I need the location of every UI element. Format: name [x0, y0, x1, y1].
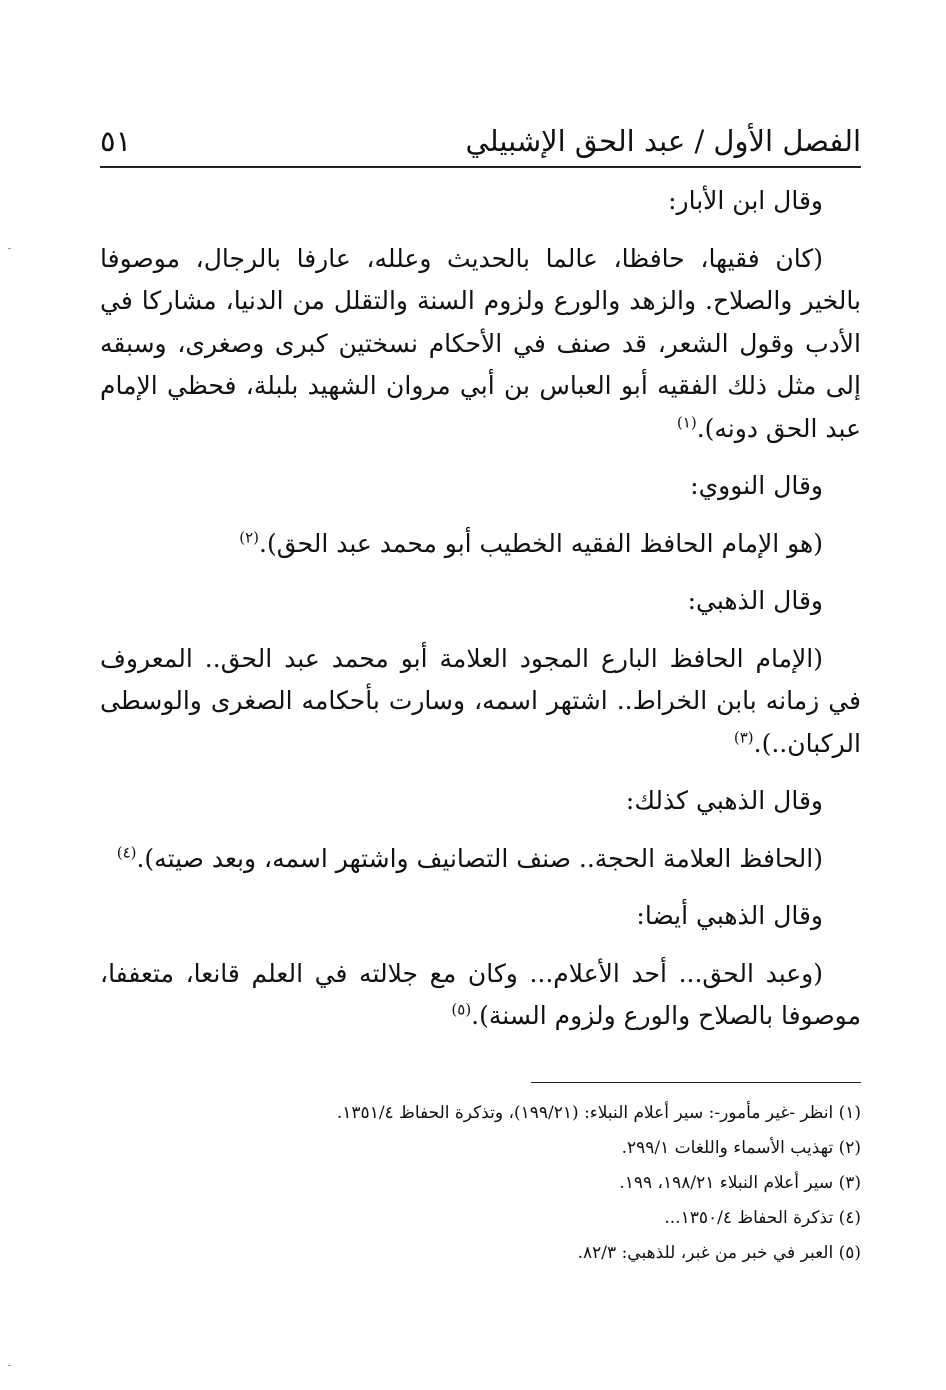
footnote-ref: (٤) — [116, 843, 137, 862]
footnote: (٢) تهذيب الأسماء واللغات ٢٩٩/١. — [621, 1138, 861, 1158]
footnote: (١) انظر -غير مأمور-: سير أعلام النبلاء: (١٩٩/٢١)، وتذكرة الحفاظ ١٣٥١/٤. — [336, 1103, 861, 1123]
footnote-ref: (٢) — [239, 528, 260, 547]
footnote-ref: (٥) — [451, 1000, 472, 1019]
footnotes — [100, 1096, 861, 1271]
page-header — [100, 108, 861, 168]
main-text — [100, 180, 861, 1053]
quotation: (وعبد الحق... أحد الأعلام... وكان مع جلالته في العلم قانعا، متعففا، موصوفا بالصلاح والورع ولزوم السنة).$^{(٥)}$ — [100, 958, 861, 1030]
quotation: (الإمام الحافظ البارع المجود العلامة أبو محمد عبد الحق.. المعروف في زمانه بابن الخراط.. اشتهر اسمه، وسارت بأحكامه الصغرى والوسطى الركبان..).$^{(٣)}$ — [100, 643, 861, 758]
footnote-ref: (٣) — [733, 728, 754, 747]
running-title: الفصل الأول / عبد الحق الإشبيلي — [465, 124, 861, 158]
quote-attribution: وقال ابن الأبار: — [668, 186, 823, 215]
scan-mark — [8, 248, 11, 249]
quote-attribution: وقال الذهبي: — [687, 586, 823, 615]
quote-attribution: وقال الذهبي كذلك: — [625, 786, 823, 815]
quotation: (كان فقيها، حافظا، عالما بالحديث وعلله، عارفا بالرجال، موصوفا بالخير والصلاح. والزهد والورع ولزوم السنة والتقلل من الدنيا، مشاركا في الأدب وقول الشعر، قد صنف في الأحكام نسختين كبرى وصغرى، وسبقه إلى مثل ذلك الفقيه أبو العباس بن أبي مروان الشهيد بلبلة، فحظي الإمام عبد الحق دونه).$^{(١)}$ — [100, 243, 861, 443]
page-number: ٥١ — [100, 124, 132, 158]
footnote: (٥) العبر في خبر من غبر، للذهبي: ٨٢/٣. — [577, 1243, 861, 1263]
scan-mark — [8, 1365, 11, 1366]
footnote: (٣) سير أعلام النبلاء ١٩٨/٢١، ١٩٩. — [619, 1173, 861, 1193]
footnote: (٤) تذكرة الحفاظ ١٣٥٠/٤... — [664, 1208, 861, 1228]
quote-attribution: وقال الذهبي أيضا: — [636, 901, 823, 930]
footnote-separator — [531, 1082, 861, 1083]
footnote-ref: (١) — [676, 413, 697, 432]
quotation: (هو الإمام الحافظ الفقيه الخطيب أبو محمد عبد الحق).$^{(٢)}$ — [239, 528, 823, 558]
quote-attribution: وقال النووي: — [690, 471, 823, 500]
quotation: (الحافظ العلامة الحجة.. صنف التصانيف واشتهر اسمه، وبعد صيته).$^{(٤)}$ — [116, 843, 823, 873]
